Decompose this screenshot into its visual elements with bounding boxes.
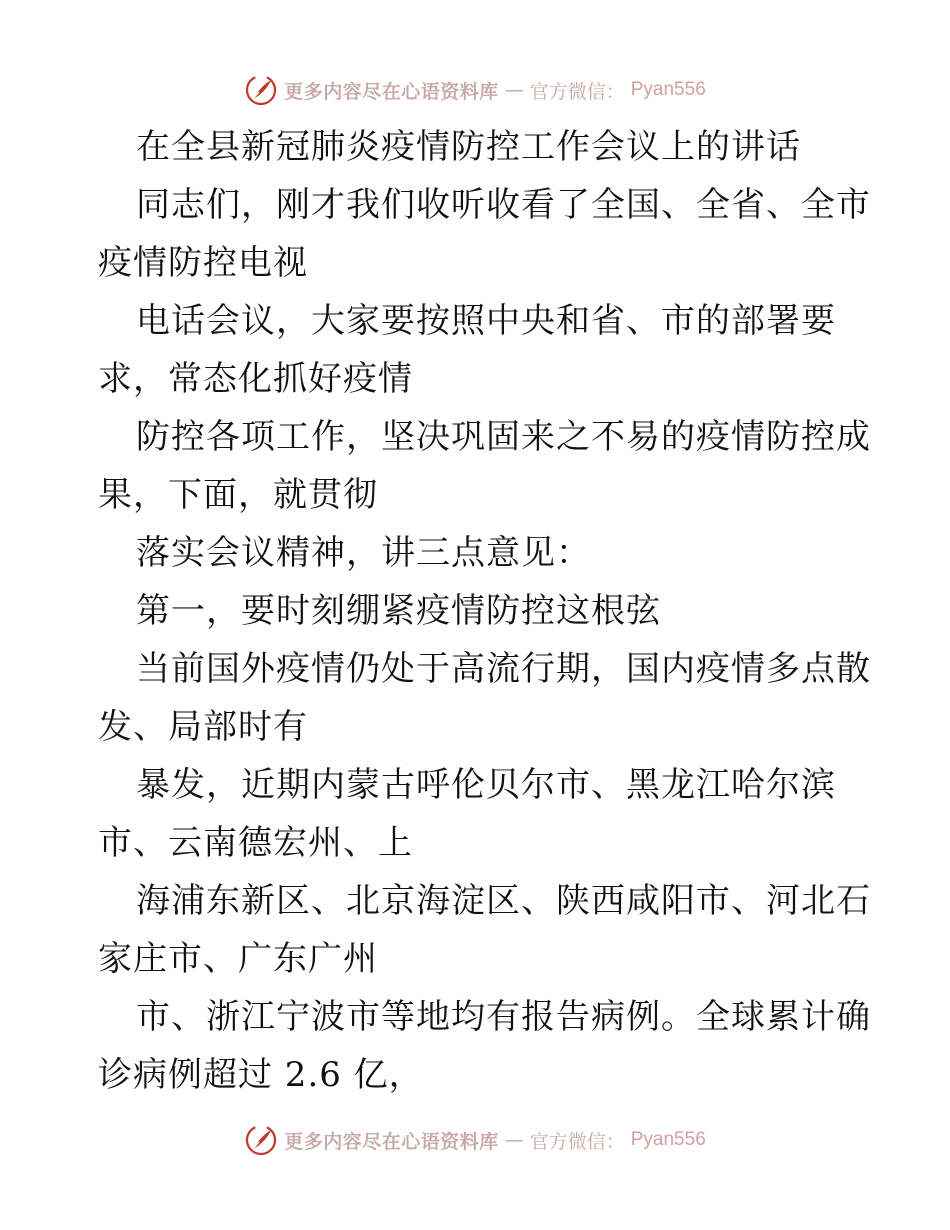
watermark-site-text: 更多内容尽在心语资料库 <box>284 1130 499 1153</box>
watermark-contact-id: Pyan556 <box>630 1129 706 1150</box>
paragraph-line: 诊病例超过 2.6 亿， <box>98 1055 424 1095</box>
paragraph-line: 市、云南德宏州、上 <box>98 823 413 863</box>
paragraph-line: 防控各项工作，坚决巩固来之不易的疫情防控成 <box>136 417 871 457</box>
paragraph-line: 果，下面，就贯彻 <box>98 475 378 515</box>
paragraph-line: 疫情防控电视 <box>98 243 308 283</box>
watermark-separator: — <box>504 79 524 101</box>
paragraph-line: 市、浙江宁波市等地均有报告病例。全球累计确 <box>136 997 871 1037</box>
feather-pen-logo-icon <box>244 73 278 107</box>
paragraph-line: 电话会议，大家要按照中央和省、市的部署要 <box>136 301 836 341</box>
watermark-contact-label: 官方微信： <box>529 80 625 103</box>
paragraph-line: 海浦东新区、北京海淀区、陕西咸阳市、河北石 <box>136 881 871 921</box>
document-title: 在全县新冠肺炎疫情防控工作会议上的讲话 <box>136 127 801 167</box>
paragraph-line: 当前国外疫情仍处于高流行期，国内疫情多点散 <box>136 649 871 689</box>
watermark-contact-id: Pyan556 <box>630 79 706 100</box>
section-heading: 第一，要时刻绷紧疫情防控这根弦 <box>136 591 661 631</box>
watermark-contact-label: 官方微信： <box>529 1130 625 1153</box>
watermark-separator: — <box>504 1129 524 1151</box>
paragraph-line: 暴发，近期内蒙古呼伦贝尔市、黑龙江哈尔滨 <box>136 765 836 805</box>
paragraph-line: 求，常态化抓好疫情 <box>98 359 413 399</box>
header-watermark <box>0 70 950 110</box>
paragraph-line: 发、局部时有 <box>98 707 308 747</box>
watermark-group <box>244 73 706 107</box>
paragraph-line: 同志们，刚才我们收听收看了全国、全省、全市 <box>136 185 871 225</box>
paragraph-line: 家庄市、广东广州 <box>98 939 378 979</box>
footer-watermark <box>0 1120 950 1160</box>
feather-pen-logo-icon <box>244 1123 278 1157</box>
watermark-site-text: 更多内容尽在心语资料库 <box>284 80 499 103</box>
watermark-group <box>244 1123 706 1157</box>
paragraph-line: 落实会议精神，讲三点意见： <box>136 533 591 573</box>
